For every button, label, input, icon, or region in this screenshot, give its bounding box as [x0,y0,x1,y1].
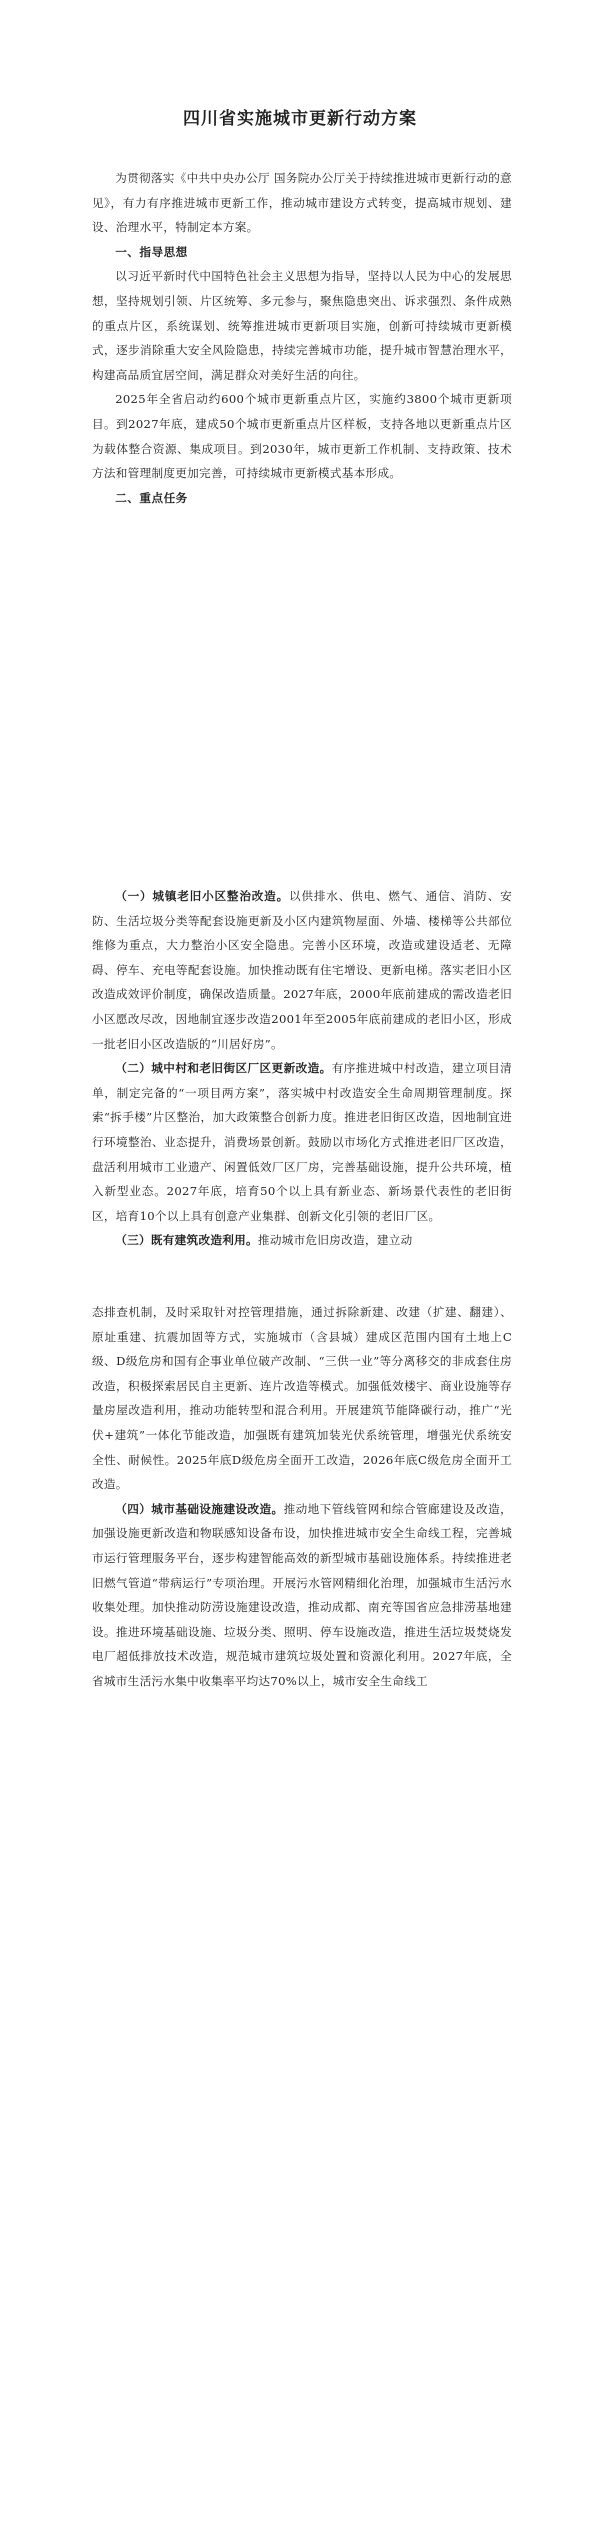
task-infrastructure [92,1497,512,1694]
section-heading-key-tasks: 二、重点任务 [115,490,188,505]
document-intro-block [92,166,512,510]
task-old-communities-body: 以供排水、供电、燃气、通信、消防、安防、生活垃圾分类等配套设施更新及小区内建筑物屋面、外墙、楼梯等公共部位维修为重点，大力整治小区安全隐患。完善小区环境，改造或建设适老、无障碍、停车、充电等配套设施。加快推动既有住宅增设、更新电梯。落实老旧小区改造成效评价制度，确保改造质量。2027年底，2000年底前建成的需改造老旧小区愿改尽改，因地制宜逐步改造2001年至2005年底前建成的老旧小区，形成一批老旧小区改造版的“川居好房”。 [92,889,513,1051]
task-urban-villages-body: 有序推进城中村改造，建立项目清单，制定完备的“一项目两方案”，落实城中村改造安全生命周期管理制度。探索“拆手楼”片区整治，加大政策整合创新力度。推进老旧街区改造，因地制宜进行环境整治、业态提升，消费场景创新。鼓励以市场化方式推进老旧厂区改造，盘活利用城市工业遗产、闲置低效厂区厂房，完善基础设施，提升公共环境，植入新型业态。2027年底，培育50个以上具有新业态、新场景代表性的老旧街区，培育10个以上具有创意产业集群、创新文化引领的老旧厂区。 [92,1061,512,1223]
key-tasks-continued-block [92,1300,512,1694]
section-heading-guiding-ideology: 一、指导思想 [115,244,188,259]
guiding-ideology-paragraph: 以习近平新时代中国特色社会主义思想为指导，坚持以人民为中心的发展思想，坚持规划引领、片区统筹、多元参与，聚焦隐患突出、诉求强烈、条件成熟的重点片区，系统谋划、统筹推进城市更新项目实施，创新可持续城市更新模式，逐步消除重大安全风险隐患，持续完善城市功能，提升城市智慧治理水平，构建高品质宜居空间，满足群众对美好生活的向往。 [92,269,512,382]
task-urban-villages [92,1056,512,1228]
task-existing-buildings-title: （三）既有建筑改造利用。 [115,1233,258,1248]
task-existing-buildings-body-start: 推动城市危旧房改造，建立动 [257,1233,413,1248]
task-old-communities [92,884,512,1056]
goals-paragraph: 2025年全省启动约600个城市更新重点片区，实施约3800个城市更新项目。到2027年底，建成50个城市更新重点片区样板，支持各地以更新重点片区为载体整合资源、集成项目。到2030年，城市更新工作机制、支持政策、技术方法和管理制度更加完善，可持续城市更新模式基本形成。 [92,392,512,481]
intro-paragraph: 为贯彻落实《中共中央办公厅 国务院办公厅关于持续推进城市更新行动的意见》，有力有序推进城市更新工作，推动城市建设方式转变，提高城市规划、建设、治理水平，特制定本方案。 [92,171,512,235]
task-old-communities-title: （一）城镇老旧小区整治改造。 [115,889,290,903]
document-title: 四川省实施城市更新行动方案 [183,109,417,129]
task-infrastructure-body: 推动地下管线管网和综合管廊建设及改造，加强设施更新改造和物联感知设备布设，加快推进城市安全生命线工程，完善城市运行管理服务平台，逐步构建智能高效的新型城市基础设施体系。持续推进老旧燃气管道“带病运行”专项治理。开展污水管网精细化治理，加强城市生活污水收集处理。加快推动防涝设施建设改造，推动成都、南充等国省应急排涝基地建设。推进环境基础设施、垃圾分类、照明、停车设施改造，推进生活垃圾焚烧发电厂超低排放技术改造，规范城市建筑垃圾处置和资源化利用。2027年底，全省城市生活污水集中收集率平均达70%以上，城市安全生命线工 [92,1501,513,1688]
task-existing-buildings [92,1228,512,1253]
task-urban-villages-title: （二）城中村和老旧街区厂区更新改造。 [115,1061,332,1076]
key-tasks-block [92,884,512,1253]
task-existing-buildings-continued: 态排查机制，及时采取针对控管理措施，通过拆除新建、改建（扩建、翻建）、原址重建、抗震加固等方式，实施城市（含县城）建成区范围内国有土地上C级、D级危房和国有企事业单位破产改制、“三供一业”等分离移交的非成套住房改造，积极探索居民自主更新、连片改造等模式。加强低效楼宇、商业设施等存量房屋改造利用，推动功能转型和混合利用。开展建筑节能降碳行动，推广“光伏+建筑”一体化节能改造，加强既有建筑加装光伏系统管理，增强光伏系统安全性、耐候性。2025年底D级危房全面开工改造，2026年底C级危房全面开工改造。 [92,1305,512,1492]
task-infrastructure-title: （四）城市基础设施建设改造。 [115,1501,284,1516]
